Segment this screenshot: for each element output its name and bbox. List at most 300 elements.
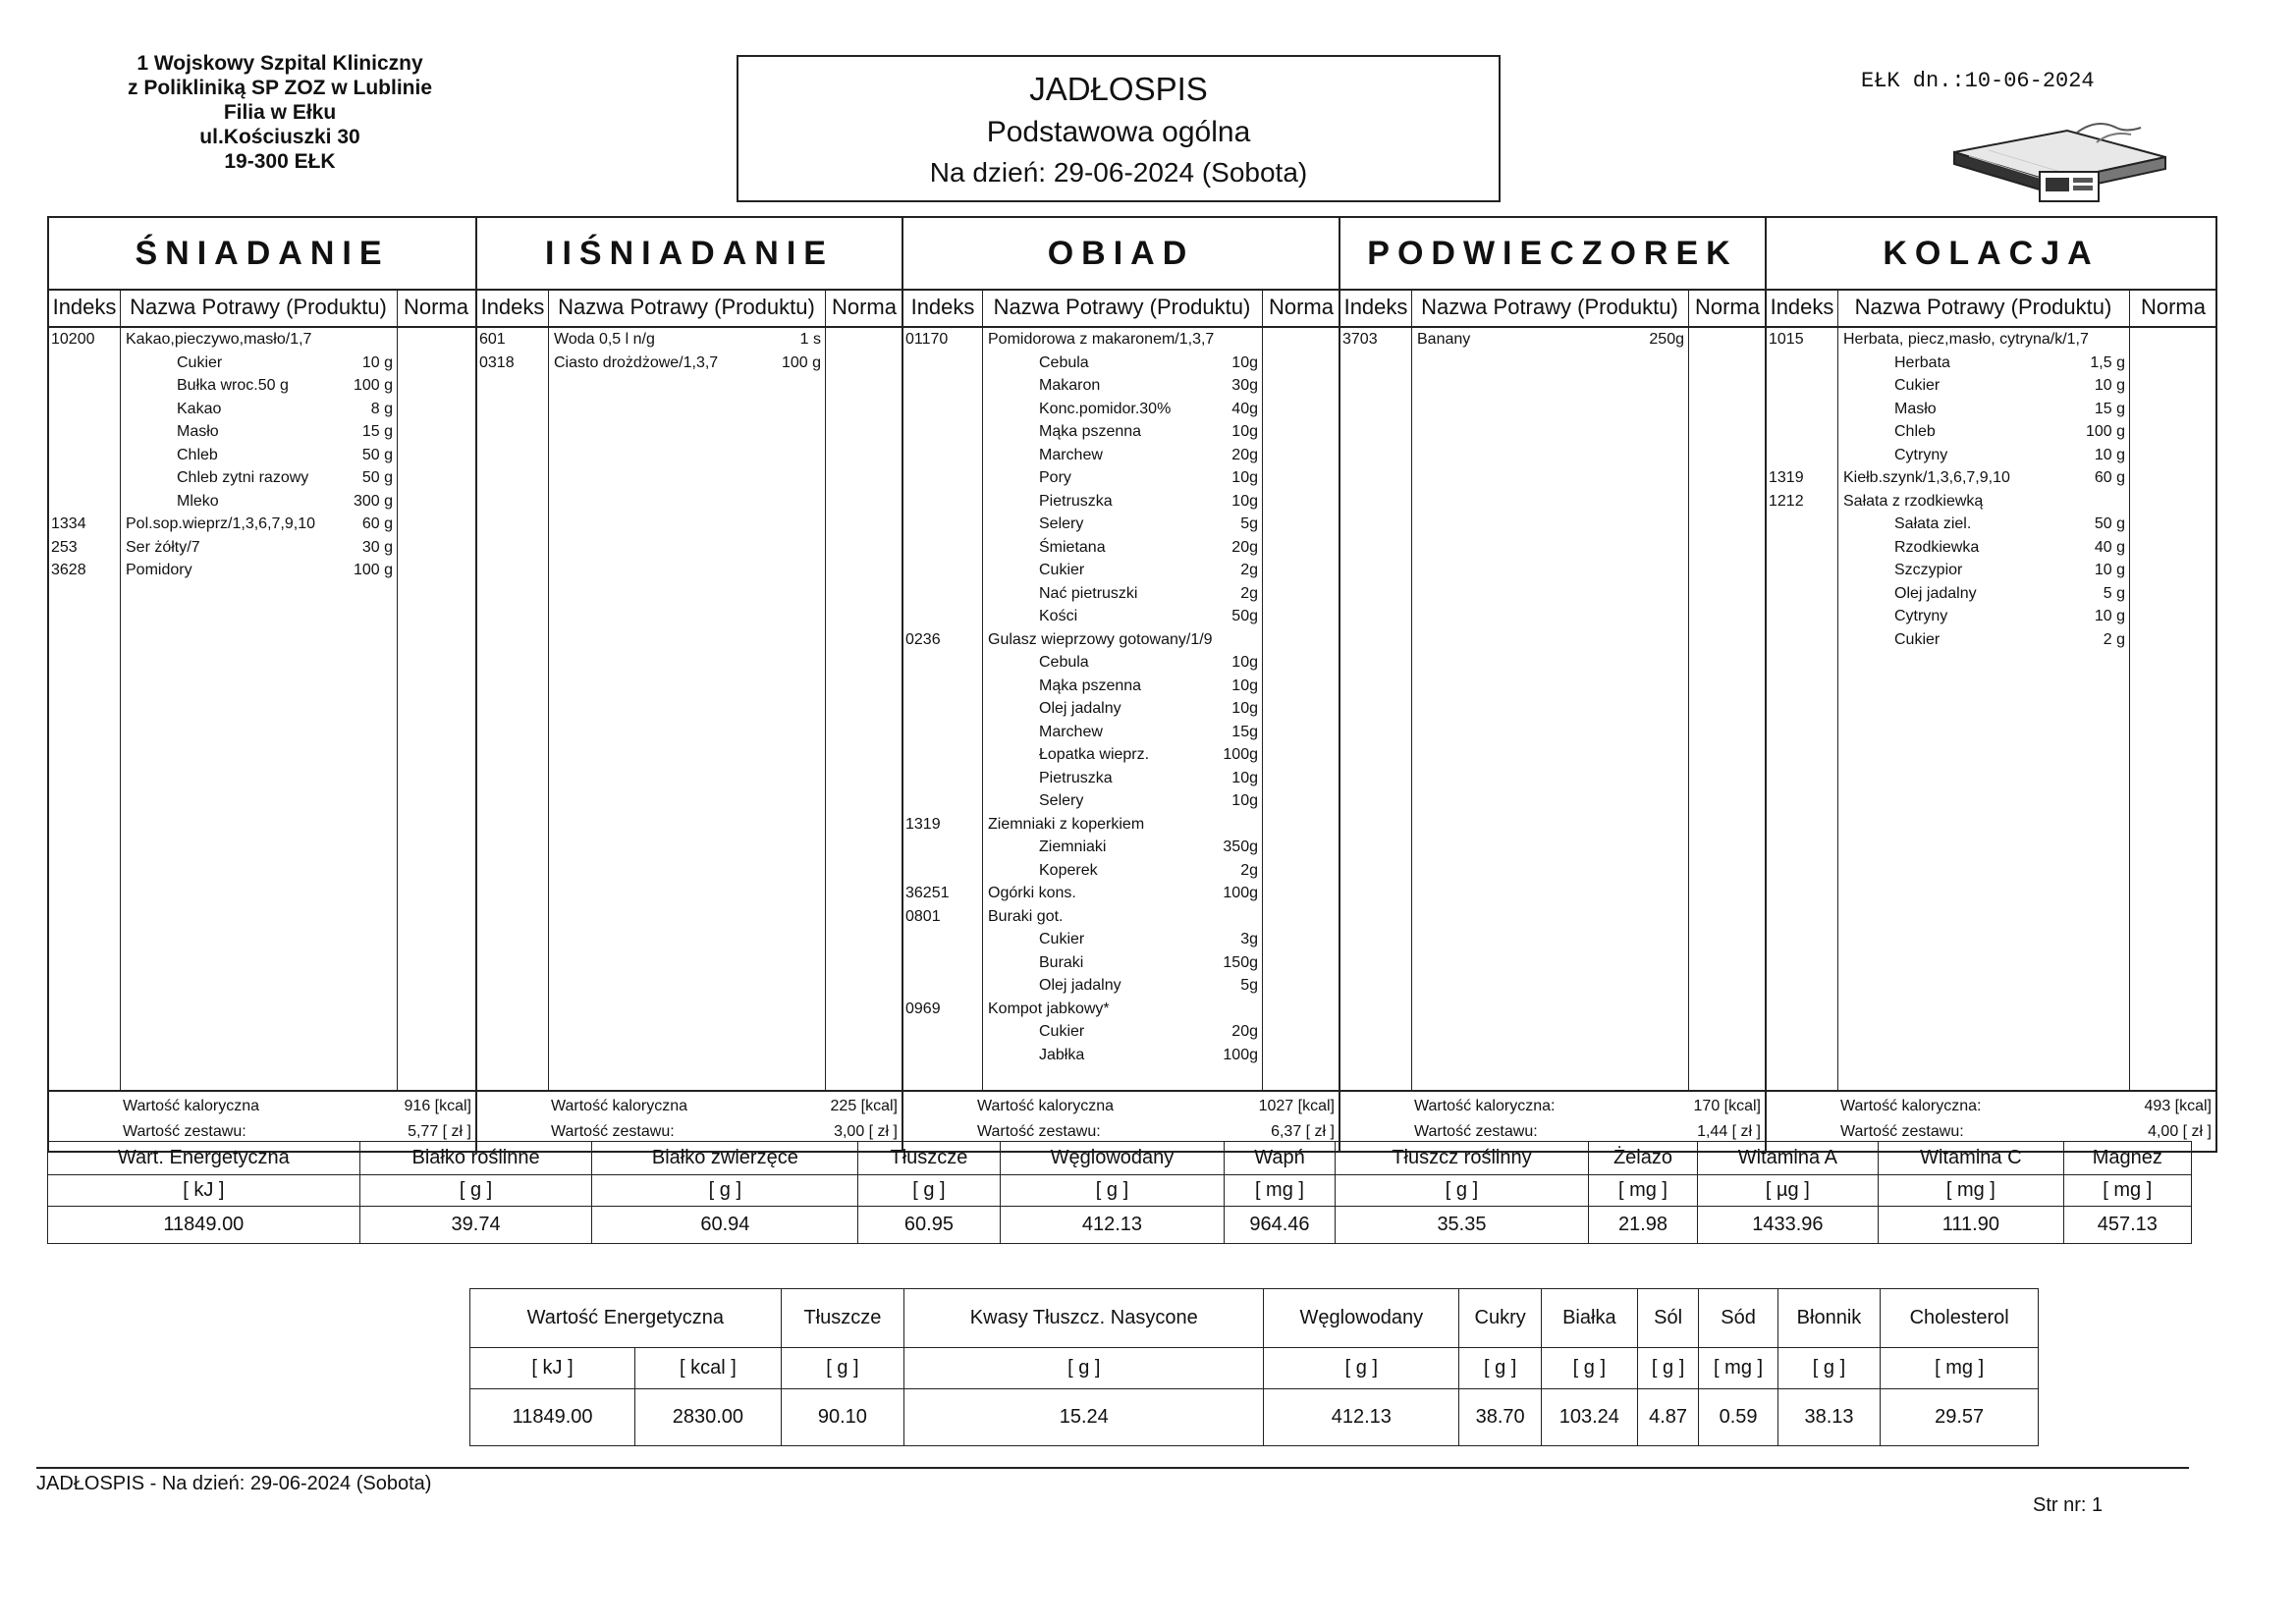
item-norma: 20g	[1231, 1023, 1258, 1040]
item-name: Buraki got.	[988, 907, 1064, 925]
nutrient-name: Tłuszcze	[781, 1289, 904, 1348]
item-norma: 50g	[1231, 608, 1258, 624]
column-header-name: Nazwa Potrawy (Produktu)	[130, 295, 387, 319]
table-row	[1767, 328, 2215, 352]
nutrient-unit: [ mg ]	[1699, 1348, 1777, 1389]
item-name: Cebula	[1039, 353, 1089, 371]
nutrient-name: Witamina A	[1697, 1142, 1879, 1175]
item-index: 3703	[1342, 331, 1378, 348]
hospital-line: ul.Kościuszki 30	[199, 126, 360, 148]
item-name: Pory	[1039, 469, 1071, 486]
table-row	[903, 767, 1339, 790]
table-row	[903, 721, 1339, 744]
table-row	[903, 905, 1339, 929]
nutrient-value: 457.13	[2063, 1207, 2191, 1244]
table-row	[903, 559, 1339, 582]
column-divider	[1411, 289, 1412, 1092]
column-divider	[1688, 289, 1689, 1092]
cost-value: 6,37 [ zł ]	[1271, 1123, 1335, 1140]
nutrient-unit: [ mg ]	[1879, 1175, 2063, 1207]
nutrient-name: Białko zwierzęce	[592, 1142, 858, 1175]
item-name: Konc.pomidor.30%	[1039, 400, 1172, 417]
nutrient-unit: [ mg ]	[1225, 1175, 1335, 1207]
table-row	[903, 1044, 1339, 1067]
meal-column	[49, 218, 475, 1151]
item-name: Pomidory	[126, 562, 192, 578]
nutrient-name: Wapń	[1225, 1142, 1335, 1175]
item-index: 601	[479, 331, 506, 348]
nutrient-unit: [ g ]	[904, 1348, 1264, 1389]
item-name: Masło	[1894, 400, 1937, 417]
table-row	[903, 859, 1339, 883]
nutrient-name: Wart. Energetyczna	[48, 1142, 360, 1175]
item-name: Łopatka wieprz.	[1039, 746, 1150, 763]
item-norma: 2 g	[2103, 630, 2125, 648]
nutrient-name: Witamina C	[1879, 1142, 2063, 1175]
item-norma: 15 g	[2094, 400, 2125, 417]
item-norma: 150g	[1223, 953, 1258, 971]
item-norma: 350g	[1223, 839, 1258, 855]
table-row	[903, 536, 1339, 560]
footer-text: JADŁOSPIS - Na dzień: 29-06-2024 (Sobota)	[36, 1473, 432, 1494]
item-name: Śmietana	[1039, 538, 1106, 556]
meal-title: ŚNIADANIE	[49, 218, 475, 291]
nutrient-value: 0.59	[1699, 1389, 1777, 1446]
cost-value: 3,00 [ zł ]	[834, 1123, 898, 1140]
item-name: Kiełb.szynk/1,3,6,7,9,10	[1843, 469, 2010, 486]
item-norma: 2g	[1240, 584, 1258, 602]
column-header-norma: Norma	[1268, 295, 1334, 319]
item-name: Banany	[1417, 331, 1471, 348]
item-norma: 60 g	[2094, 469, 2125, 486]
nutrient-value: 111.90	[1879, 1207, 2063, 1244]
nutrient-value: 90.10	[781, 1389, 904, 1446]
item-index: 1334	[51, 515, 86, 532]
page-number: Str nr: 1	[2033, 1494, 2104, 1516]
item-norma: 10g	[1231, 792, 1258, 809]
item-name: Cukier	[1039, 562, 1085, 578]
footer-divider	[36, 1467, 2189, 1469]
meal-title: IIŚNIADANIE	[477, 218, 902, 291]
nutrient-name: Cholesterol	[1881, 1289, 2039, 1348]
nutrient-unit: [ g ]	[1335, 1175, 1589, 1207]
item-norma: 10g	[1231, 492, 1258, 510]
table-row	[49, 444, 475, 467]
nutrition-facts-table	[469, 1288, 2039, 1446]
column-headers	[49, 289, 475, 328]
table-row	[903, 675, 1339, 698]
cost-label: Wartość zestawu:	[551, 1123, 675, 1140]
item-name: Koperek	[1039, 861, 1098, 879]
column-headers	[1767, 289, 2215, 328]
item-index: 0236	[905, 630, 941, 648]
item-name: Selery	[1039, 792, 1084, 809]
item-norma: 5 g	[2103, 584, 2125, 602]
item-name: Herbata	[1894, 353, 1950, 371]
table-row	[903, 328, 1339, 352]
meals-table	[47, 216, 2217, 1153]
meal-title: PODWIECZOREK	[1340, 218, 1765, 291]
table-row	[1767, 444, 2215, 467]
nutrient-unit: [ g ]	[1637, 1348, 1699, 1389]
item-name: Makaron	[1039, 377, 1101, 394]
item-name: Olej jadalny	[1039, 700, 1121, 717]
column-divider	[548, 289, 549, 1092]
table-row	[1767, 374, 2215, 398]
table-row	[903, 466, 1339, 490]
item-name: Kakao,pieczywo,masło/1,7	[126, 331, 312, 348]
table-row	[49, 513, 475, 536]
item-index: 1212	[1769, 492, 1804, 510]
hospital-line: Filia w Ełku	[223, 101, 337, 124]
nutrient-value: 21.98	[1589, 1207, 1697, 1244]
item-norma: 50 g	[361, 446, 393, 463]
item-name: Bułka wroc.50 g	[177, 377, 289, 394]
item-index: 1015	[1769, 331, 1804, 348]
nutrient-unit: [ mg ]	[2063, 1175, 2191, 1207]
item-name: Chleb	[1894, 423, 1936, 440]
nutrients-table	[47, 1141, 2192, 1244]
hospital-line: z Polikliniką SP ZOZ w Lublinie	[128, 77, 432, 99]
column-header-name: Nazwa Potrawy (Produktu)	[993, 295, 1251, 319]
item-index: 10200	[51, 331, 95, 348]
nutrient-value: 60.95	[858, 1207, 1000, 1244]
item-name: Cytryny	[1894, 608, 1948, 624]
cost-label: Wartość zestawu:	[1840, 1123, 1964, 1140]
item-norma: 10 g	[2094, 446, 2125, 463]
nutrient-name: Sód	[1699, 1289, 1777, 1348]
meal-column	[475, 218, 902, 1151]
item-norma: 10 g	[361, 353, 393, 371]
table-row	[903, 1020, 1339, 1044]
column-header-index: Indeks	[480, 295, 545, 319]
item-name: Sałata ziel.	[1894, 515, 1972, 532]
item-name: Kompot jabkowy*	[988, 1000, 1110, 1017]
nutrient-name: Magnez	[2063, 1142, 2191, 1175]
table-row	[49, 374, 475, 398]
item-norma: 10g	[1231, 676, 1258, 694]
item-index: 253	[51, 538, 78, 556]
calorie-value: 1027 [kcal]	[1258, 1098, 1335, 1114]
hospital-line: 1 Wojskowy Szpital Kliniczny	[137, 52, 423, 75]
issue-date: EŁK dn.:10-06-2024	[1861, 69, 2095, 93]
meal-title: KOLACJA	[1767, 218, 2215, 291]
column-headers	[477, 289, 902, 328]
table-row	[1767, 466, 2215, 490]
column-header-norma: Norma	[2140, 295, 2206, 319]
nutrient-name: Tłuszcze	[858, 1142, 1000, 1175]
nutrient-unit: [ g ]	[781, 1348, 904, 1389]
item-norma: 10 g	[2094, 377, 2125, 394]
item-name: Jabłka	[1039, 1046, 1085, 1063]
meal-items	[903, 328, 1339, 1066]
table-row	[903, 789, 1339, 813]
column-header-index: Indeks	[52, 295, 117, 319]
table-row	[1340, 328, 1765, 352]
item-norma: 100 g	[353, 562, 393, 578]
item-name: Pietruszka	[1039, 492, 1113, 510]
table-row	[903, 928, 1339, 951]
item-norma: 250g	[1649, 331, 1684, 348]
item-name: Selery	[1039, 515, 1084, 532]
nutrient-value: 4.87	[1637, 1389, 1699, 1446]
table-row	[1767, 605, 2215, 628]
item-norma: 100 g	[2085, 423, 2125, 440]
table-row	[903, 697, 1339, 721]
table-row	[903, 628, 1339, 652]
hospital-line: 19-300 EŁK	[224, 150, 336, 173]
item-name: Olej jadalny	[1039, 977, 1121, 994]
nutrient-value: 412.13	[1264, 1389, 1459, 1446]
column-header-index: Indeks	[910, 295, 975, 319]
item-index: 36251	[905, 885, 950, 901]
item-norma: 8 g	[370, 400, 393, 417]
item-index: 0969	[905, 1000, 941, 1017]
table-row	[1767, 352, 2215, 375]
table-row	[903, 951, 1339, 975]
table-row	[903, 444, 1339, 467]
calorie-value: 170 [kcal]	[1693, 1098, 1761, 1114]
item-name: Cukier	[1039, 1023, 1085, 1040]
column-header-name: Nazwa Potrawy (Produktu)	[558, 295, 815, 319]
item-norma: 10g	[1231, 353, 1258, 371]
item-index: 01170	[905, 331, 949, 348]
meal-items	[477, 328, 902, 374]
nutrient-value: 964.46	[1225, 1207, 1335, 1244]
energy-value: 2830.00	[635, 1389, 782, 1446]
meal-items	[49, 328, 475, 582]
column-header-name: Nazwa Potrawy (Produktu)	[1421, 295, 1678, 319]
column-header-index: Indeks	[1343, 295, 1408, 319]
table-row	[903, 651, 1339, 675]
nutrient-value: 60.94	[592, 1207, 858, 1244]
item-norma: 10 g	[2094, 562, 2125, 578]
item-name: Pomidorowa z makaronem/1,3,7	[988, 331, 1215, 348]
item-norma: 20g	[1231, 446, 1258, 463]
item-name: Cukier	[1039, 931, 1085, 947]
item-name: Ser żółty/7	[126, 538, 200, 556]
item-name: Ogórki kons.	[988, 885, 1076, 901]
calorie-value: 493 [kcal]	[2144, 1098, 2212, 1114]
item-name: Ziemniaki z koperkiem	[988, 815, 1145, 833]
item-norma: 10g	[1231, 700, 1258, 717]
item-norma: 15 g	[361, 423, 393, 440]
item-name: Mąka pszenna	[1039, 676, 1142, 694]
column-headers	[1340, 289, 1765, 328]
column-header-norma: Norma	[403, 295, 468, 319]
item-norma: 15g	[1231, 723, 1258, 740]
nutrient-name: Białka	[1541, 1289, 1637, 1348]
nutrient-value: 412.13	[1000, 1207, 1225, 1244]
table-row	[903, 374, 1339, 398]
table-row	[903, 398, 1339, 421]
item-name: Cukier	[1894, 630, 1941, 648]
table-row	[1767, 513, 2215, 536]
item-index: 0318	[479, 353, 515, 371]
item-norma: 40 g	[2094, 538, 2125, 556]
column-divider	[825, 289, 826, 1092]
item-name: Olej jadalny	[1894, 584, 1977, 602]
nutrient-name: Kwasy Tłuszcz. Nasycone	[904, 1289, 1264, 1348]
nutrient-unit: [ kJ ]	[48, 1175, 360, 1207]
nutrient-unit: [ mg ]	[1589, 1175, 1697, 1207]
nutrient-name: Węglowodany	[1000, 1142, 1225, 1175]
item-name: Buraki	[1039, 953, 1084, 971]
table-row	[903, 352, 1339, 375]
item-norma: 60 g	[361, 515, 393, 532]
item-norma: 100 g	[353, 377, 393, 394]
item-name: Woda 0,5 l n/g	[554, 331, 655, 348]
table-row	[903, 490, 1339, 514]
calorie-value: 225 [kcal]	[830, 1098, 898, 1114]
item-norma: 40g	[1231, 400, 1258, 417]
table-row	[1767, 582, 2215, 606]
nutrient-name: Tłuszcz roślinny	[1335, 1142, 1589, 1175]
item-norma: 1,5 g	[2090, 353, 2125, 371]
table-row	[49, 398, 475, 421]
nutrient-name: Węglowodany	[1264, 1289, 1459, 1348]
item-index: 1319	[1769, 469, 1804, 486]
column-header-index: Indeks	[1770, 295, 1834, 319]
nutrient-name: Cukry	[1459, 1289, 1542, 1348]
item-index: 3628	[51, 562, 86, 578]
table-row	[903, 743, 1339, 767]
calorie-label: Wartość kaloryczna:	[1840, 1098, 1982, 1114]
item-name: Kakao	[177, 400, 222, 417]
page-title: JADŁOSPIS	[1029, 71, 1208, 107]
item-name: Cytryny	[1894, 446, 1948, 463]
meal-column	[1339, 218, 1765, 1151]
item-norma: 1 s	[799, 331, 821, 348]
item-name: Rzodkiewka	[1894, 538, 1980, 556]
item-name: Marchew	[1039, 446, 1103, 463]
nutrient-unit: [ g ]	[858, 1175, 1000, 1207]
table-row	[903, 836, 1339, 859]
cost-label: Wartość zestawu:	[123, 1123, 246, 1140]
nutrient-unit: [ g ]	[1459, 1348, 1542, 1389]
item-norma: 3g	[1240, 931, 1258, 947]
item-name: Masło	[177, 423, 219, 440]
table-row	[903, 882, 1339, 905]
calorie-label: Wartość kaloryczna:	[1414, 1098, 1556, 1114]
item-name: Pol.sop.wieprz/1,3,6,7,9,10	[126, 515, 316, 532]
item-name: Gulasz wieprzowy gotowany/1/9	[988, 630, 1213, 648]
calorie-label: Wartość kaloryczna	[123, 1098, 259, 1114]
item-norma: 10g	[1231, 469, 1258, 486]
item-name: Cukier	[177, 353, 223, 371]
meal-title: OBIAD	[903, 218, 1339, 291]
item-name: Pietruszka	[1039, 769, 1113, 786]
energy-value: 11849.00	[470, 1389, 635, 1446]
item-index: 0801	[905, 907, 941, 925]
calorie-label: Wartość kaloryczna	[977, 1098, 1114, 1114]
energy-unit: [ kcal ]	[635, 1348, 782, 1389]
item-norma: 2g	[1240, 861, 1258, 879]
energy-header: Wartość Energetyczna	[470, 1289, 782, 1348]
nutrient-value: 39.74	[359, 1207, 592, 1244]
table-row	[1767, 628, 2215, 652]
item-norma: 2g	[1240, 562, 1258, 578]
column-header-name: Nazwa Potrawy (Produktu)	[1854, 295, 2112, 319]
table-row	[903, 974, 1339, 998]
table-row	[903, 813, 1339, 837]
item-name: Cebula	[1039, 654, 1089, 671]
nutrient-value: 38.70	[1459, 1389, 1542, 1446]
table-row	[903, 998, 1339, 1021]
cost-value: 4,00 [ zł ]	[2148, 1123, 2212, 1140]
menu-date: Na dzień: 29-06-2024 (Sobota)	[929, 157, 1308, 188]
nutrient-unit: [ g ]	[1777, 1348, 1881, 1389]
nutrient-name: Sól	[1637, 1289, 1699, 1348]
item-name: Kości	[1039, 608, 1078, 624]
table-row	[49, 466, 475, 490]
item-name: Chleb zytni razowy	[177, 469, 309, 486]
item-name: Mąka pszenna	[1039, 423, 1142, 440]
item-norma: 50 g	[361, 469, 393, 486]
table-row	[49, 490, 475, 514]
hospital-address	[98, 51, 462, 174]
table-row	[903, 420, 1339, 444]
item-norma: 100g	[1223, 746, 1258, 763]
table-row	[903, 513, 1339, 536]
item-norma: 100 g	[781, 353, 821, 371]
table-row	[49, 559, 475, 582]
cost-value: 1,44 [ zł ]	[1697, 1123, 1761, 1140]
item-name: Herbata, piecz,masło, cytryna/k/1,7	[1843, 331, 2089, 348]
item-name: Nać pietruszki	[1039, 584, 1138, 602]
item-norma: 10g	[1231, 423, 1258, 440]
item-norma: 10g	[1231, 769, 1258, 786]
table-row	[477, 352, 902, 375]
item-norma: 30g	[1231, 377, 1258, 394]
calorie-value: 916 [kcal]	[404, 1098, 471, 1114]
nutrient-value: 29.57	[1881, 1389, 2039, 1446]
nutrient-value: 35.35	[1335, 1207, 1589, 1244]
cost-label: Wartość zestawu:	[1414, 1123, 1538, 1140]
table-row	[903, 582, 1339, 606]
nutrient-unit: [ mg ]	[1881, 1348, 2039, 1389]
item-norma: 20g	[1231, 538, 1258, 556]
item-norma: 300 g	[353, 492, 393, 510]
nutrient-unit: [ g ]	[1264, 1348, 1459, 1389]
table-row	[1767, 536, 2215, 560]
item-name: Szczypior	[1894, 562, 1963, 578]
table-row	[1767, 559, 2215, 582]
nutrient-value: 38.13	[1777, 1389, 1881, 1446]
nutrient-name: Żelazo	[1589, 1142, 1697, 1175]
item-index: 1319	[905, 815, 941, 833]
nutrient-unit: [ g ]	[359, 1175, 592, 1207]
item-norma: 5g	[1240, 515, 1258, 532]
item-name: Chleb	[177, 446, 218, 463]
cost-label: Wartość zestawu:	[977, 1123, 1101, 1140]
item-name: Ciasto drożdżowe/1,3,7	[554, 353, 719, 371]
table-row	[49, 328, 475, 352]
nutrient-value: 11849.00	[48, 1207, 360, 1244]
item-norma: 10g	[1231, 654, 1258, 671]
item-norma: 30 g	[361, 538, 393, 556]
energy-unit: [ kJ ]	[470, 1348, 635, 1389]
table-row	[1767, 490, 2215, 514]
nutrient-unit: [ g ]	[1541, 1348, 1637, 1389]
nutrient-name: Białko roślinne	[359, 1142, 592, 1175]
table-row	[49, 420, 475, 444]
table-row	[477, 328, 902, 352]
nutrient-unit: [ g ]	[592, 1175, 858, 1207]
table-row	[1767, 420, 2215, 444]
column-header-norma: Norma	[831, 295, 897, 319]
column-headers	[903, 289, 1339, 328]
